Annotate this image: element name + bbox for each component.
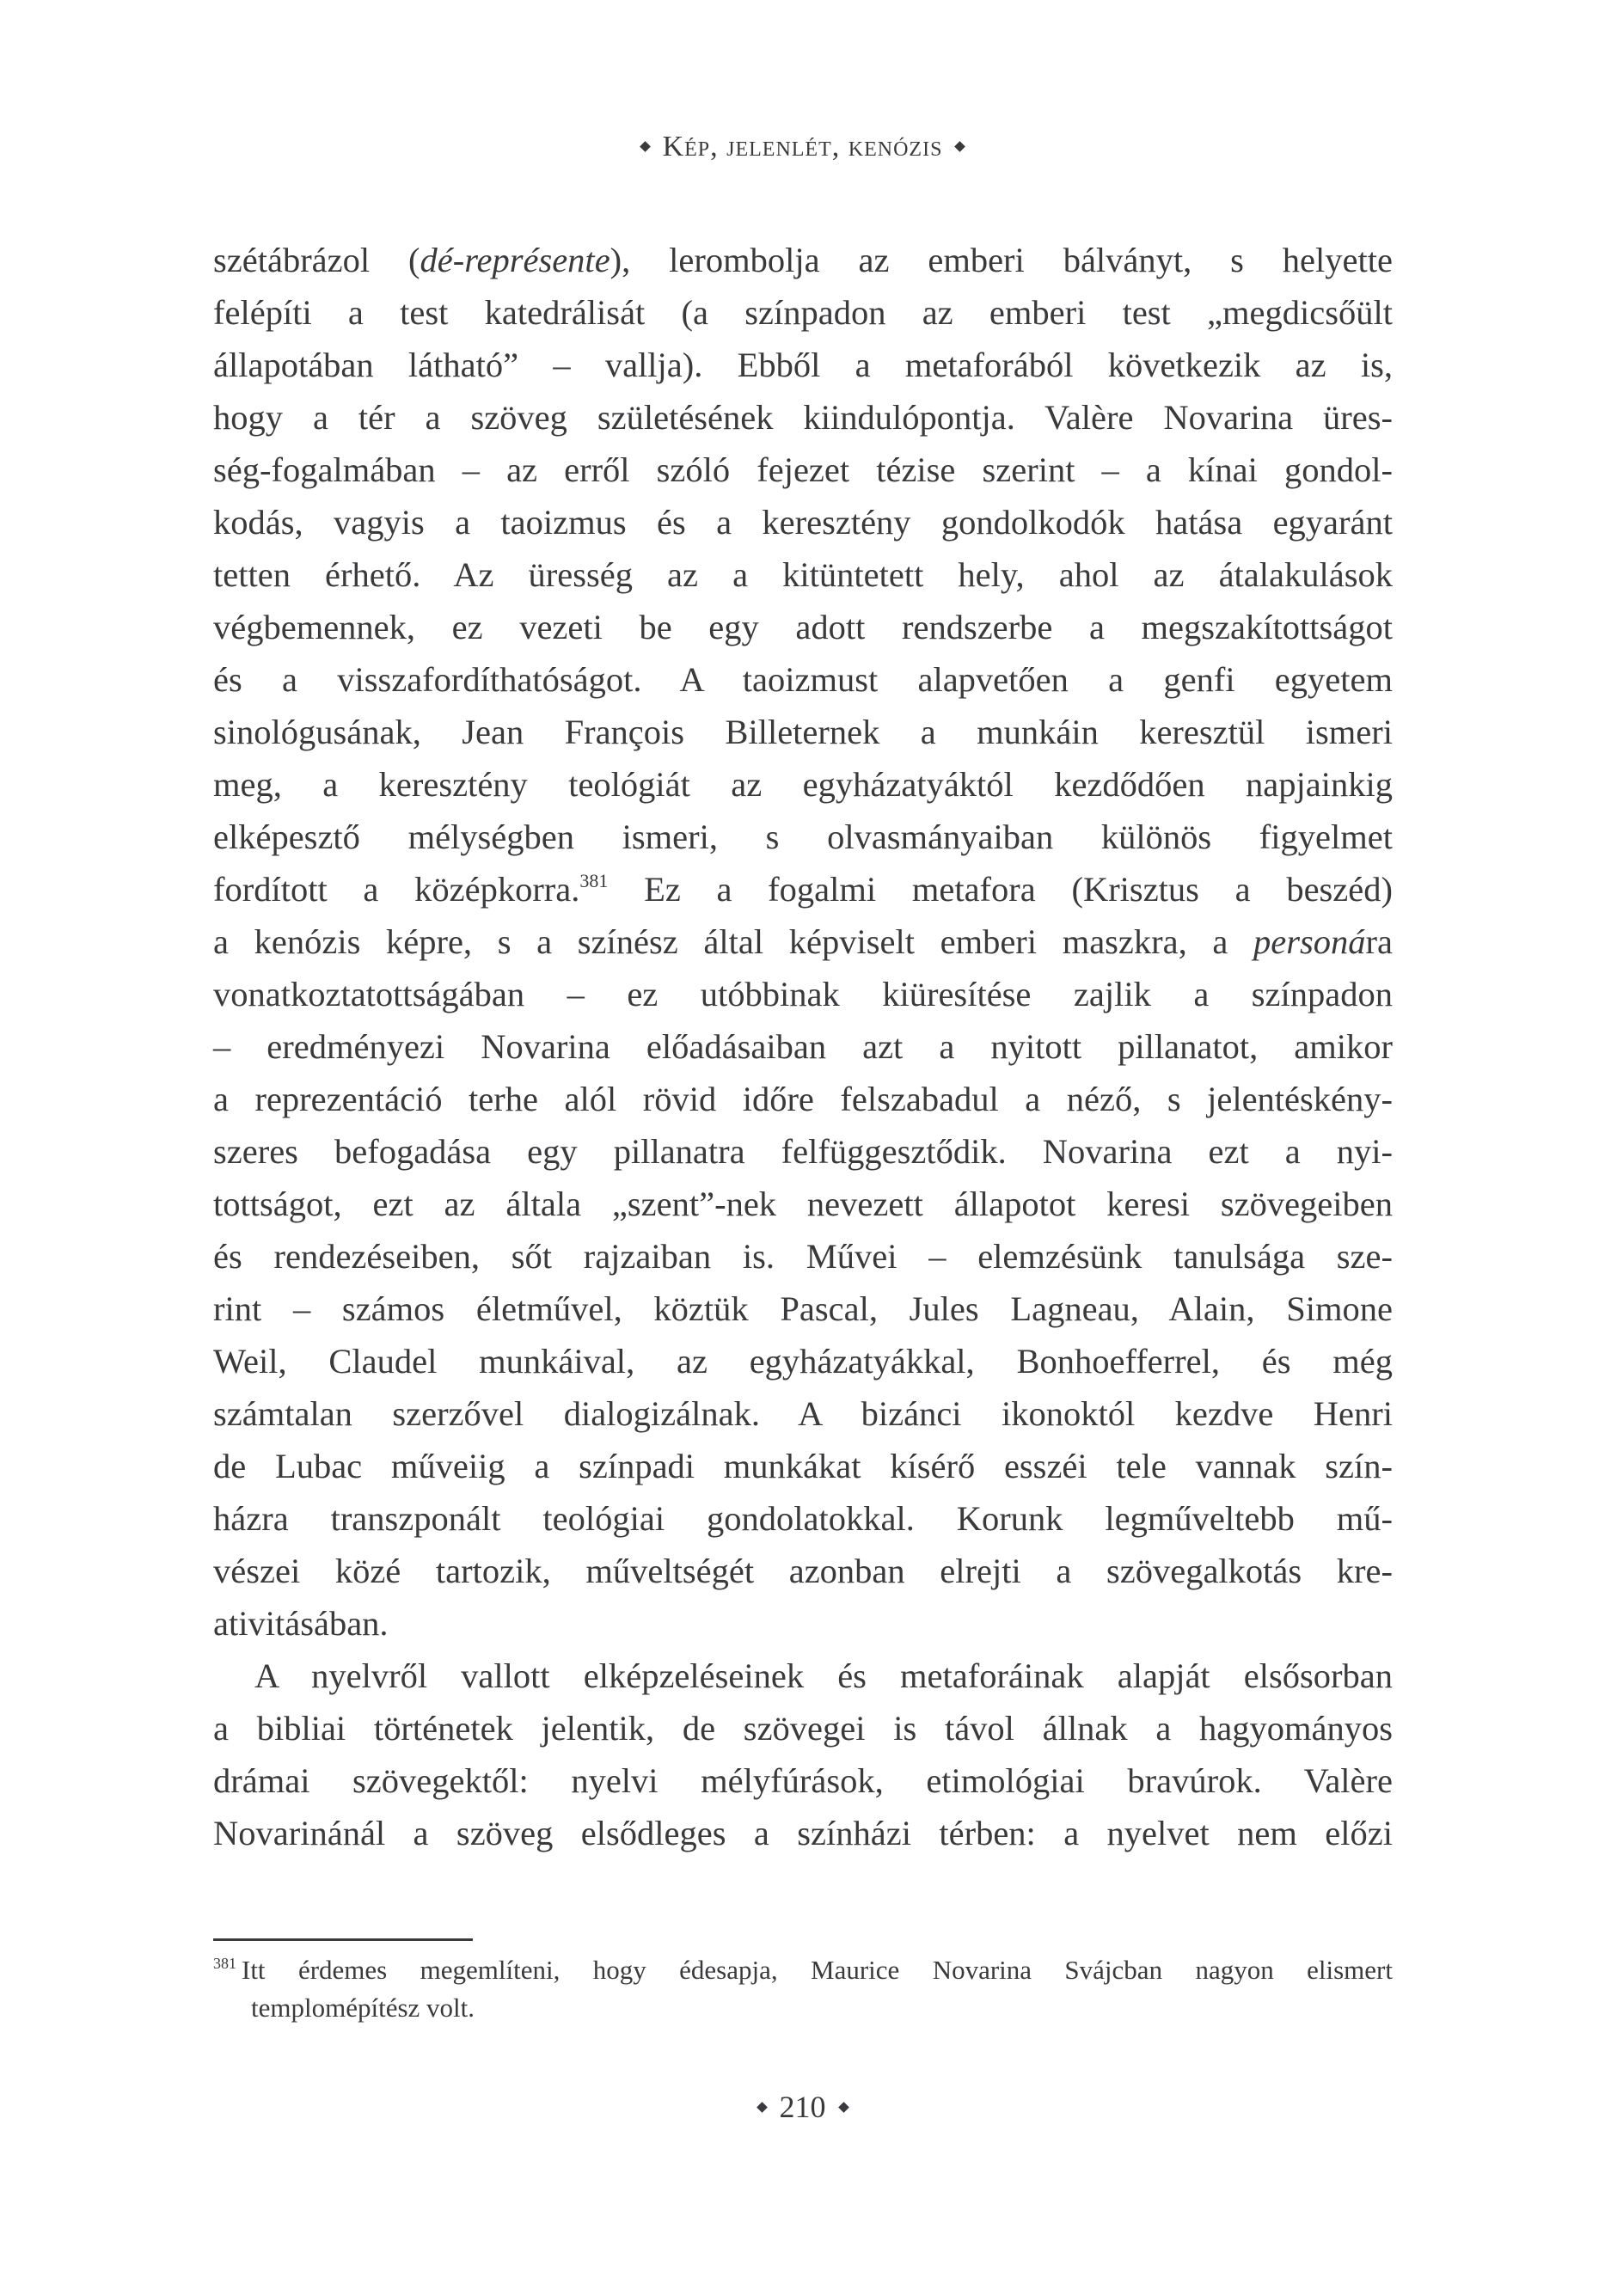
running-head-title: Kép, jelenlét, kenózis [662,131,943,162]
text-run: – eredményezi Novarina előadásaiban azt a nyitott pillanatot, amikor [213,1027,1393,1066]
paragraph [213,1650,1393,1859]
ornament-diamond-icon [640,141,651,152]
text-line [213,1597,1393,1650]
page-footer [0,2089,1605,2125]
italic-text: dé-représente [420,241,610,279]
text-run: ), lerombolja az emberi bálványt, s helyette [610,241,1393,279]
text-run: és rendezéseiben, sőt rajzaiban is. Művei – elemzésünk tanulsága sze- [213,1237,1393,1276]
text-line [213,653,1393,706]
body-text [213,234,1393,1859]
text-run: végbemennek, ez vezeti be egy adott rendszerbe a megszakítottságot [213,608,1393,646]
text-line [213,286,1393,339]
footnote [213,1951,1393,2027]
footnotes [213,1951,1393,2027]
text-run: drámai szövegektől: nyelvi mélyfúrások, etimológiai bravúrok. Valère [213,1761,1393,1800]
text-run: házra transzponált teológiai gondolatokkal. Korunk legműveltebb mű- [213,1499,1393,1538]
text-run: sinológusának, Jean François Billeternek a munkáin keresztül ismeri [213,713,1393,751]
text-line [213,1754,1393,1807]
text-line [213,1545,1393,1597]
text-run: ativitásában. [213,1604,389,1643]
footnote-text: templomépítész volt. [251,1993,475,2023]
footnote-line [213,1989,1393,2027]
text-line [213,1073,1393,1125]
text-line [213,496,1393,548]
text-line [213,863,1393,915]
text-line [213,1702,1393,1754]
ornament-diamond-icon [757,2102,768,2113]
text-run: szeres befogadása egy pillanatra felfüggesztődik. Novarina ezt a nyi- [213,1132,1393,1171]
text-line [213,811,1393,863]
ornament-diamond-icon [838,2102,849,2113]
ornament-diamond-icon [955,141,966,152]
text-line [213,1335,1393,1387]
footnote-separator [213,1938,473,1941]
text-run: Ez a fogalmi metafora (Krisztus a beszéd) [608,870,1393,909]
text-run: a kenózis képre, s a színész által képviselt emberi maszkra, a [213,922,1254,961]
text-run: számtalan szerzővel dialogizálnak. A bizánci ikonoktól kezdve Henri [213,1394,1393,1433]
footnote-text: Itt érdemes megemlíteni, hogy édesapja, Maurice Novarina Svájcban nagyon elismert [242,1955,1393,1985]
text-run: a bibliai történetek jelentik, de szövegei is távol állnak a hagyományos [213,1709,1393,1748]
text-line [213,1283,1393,1335]
text-run: állapotában látható” – vallja). Ebből a metaforából következik az is, [213,346,1393,384]
text-run: Weil, Claudel munkáival, az egyházatyákkal, Bonhoefferrel, és még [213,1342,1393,1381]
text-line [213,1020,1393,1073]
text-run: a reprezentáció terhe alól rövid időre felszabadul a néző, s jelentéskény- [213,1080,1393,1118]
text-run: kodás, vagyis a taoizmus és a keresztény gondolkodók hatása egyaránt [213,503,1393,542]
text-run: rint – számos életművel, köztük Pascal, Jules Lagneau, Alain, Simone [213,1289,1393,1328]
text-run: tottságot, ezt az általa „szent”-nek nevezett állapotot keresi szövegeiben [213,1185,1393,1223]
text-run: és a visszafordíthatóságot. A taoizmust alapvetően a genfi egyetem [213,660,1393,699]
text-line [213,391,1393,444]
text-line [213,1178,1393,1230]
text-line [213,339,1393,391]
text-run: szétábrázol ( [213,241,420,279]
text-line [213,968,1393,1020]
text-line [213,758,1393,811]
text-run: hogy a tér a szöveg születésének kiindulópontja. Valère Novarina üres- [213,398,1393,437]
footnote-number: 381 [213,1955,236,1972]
text-run: ség-fogalmában – az erről szóló fejezet tézise szerint – a kínai gondol- [213,450,1393,489]
text-line [213,1230,1393,1283]
text-line [213,601,1393,653]
paragraph [213,234,1393,1650]
text-run: tetten érhető. Az üresség az a kitüntetett hely, ahol az átalakulások [213,555,1393,594]
text-run: A nyelvről vallott elképzeléseinek és metaforáinak alapját elsősorban [254,1656,1393,1695]
text-run: elképesztő mélységben ismeri, s olvasmányaiban különös figyelmet [213,817,1393,856]
footnote-line [213,1951,1393,1989]
text-line [213,1492,1393,1545]
text-run: Novarinánál a szöveg elsődleges a színházi térben: a nyelvet nem előzi [213,1814,1393,1852]
text-line [213,548,1393,601]
footnote-reference[interactable]: 381 [579,870,609,891]
text-line [213,706,1393,758]
text-run: vonatkoztatottságában – ez utóbbinak kiüresítése zajlik a színpadon [213,975,1393,1013]
text-run: vészei közé tartozik, műveltségét azonban elrejti a szövegalkotás kre- [213,1552,1393,1590]
italic-text: personá [1253,922,1366,961]
text-line [213,915,1393,968]
text-line [213,1387,1393,1440]
text-line [213,1440,1393,1492]
text-line [213,1807,1393,1859]
page-number: 210 [779,2090,826,2124]
text-run: de Lubac műveiig a színpadi munkákat kísérő esszéi tele vannak szín- [213,1447,1393,1485]
text-run: fordított a középkorra. [213,870,580,909]
text-run: meg, a keresztény teológiát az egyházatyáktól kezdődően napjainkig [213,765,1393,804]
text-line [213,1650,1393,1702]
running-head [0,131,1605,163]
text-run: ra [1365,922,1393,961]
text-run: felépíti a test katedrálisát (a színpadon az emberi test „megdicsőült [213,293,1393,332]
text-line [213,1125,1393,1178]
text-line [213,234,1393,286]
text-line [213,444,1393,496]
